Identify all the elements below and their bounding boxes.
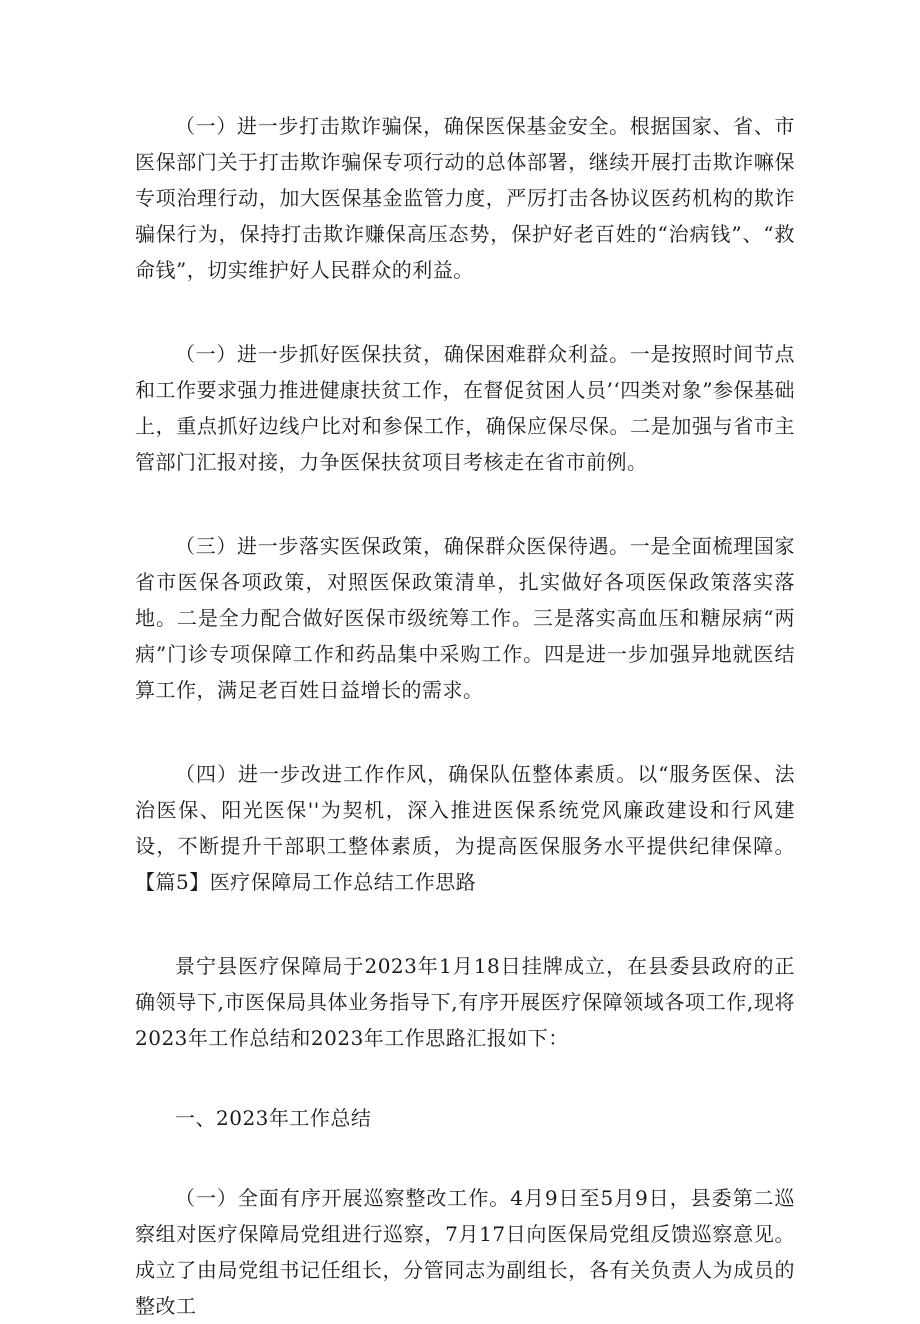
document-page: [135, 108, 795, 1324]
paragraph-work-style: （四）进一步改进工作作风，确保队伍整体素质。以“服务医保、法治医保、阳光医保''为契机，深入推进医保系统党风廉政建设和行风建设，不断提升干部职工整体素质，为提高医保服务水平提供纪律保障。【篇5】医疗保障局工作总结工作思路: [135, 762, 795, 894]
paragraph-fraud-crackdown: （一）进一步打击欺诈骗保，确保医保基金安全。根据国家、省、市医保部门关于打击欺诈骗保专项行动的总体部署，继续开展打击欺诈嘛保专项治理行动，加大医保基金监管力度，严厉打击各协议医药机构的欺诈骗保行为，保持打击欺诈赚保高压态势，保护好老百姓的“治病钱”、“救命钱”，切实维护好人民群众的利益。: [135, 114, 795, 282]
paragraph-poverty-alleviation: （一）进一步抓好医保扶贫，确保困难群众利益。一是按照时间节点和工作要求强力推进健康扶贫工作，在督促贫困人员’‘四类对象”参保基础上，重点抓好边线户比对和参保工作，确保应保尽保。二是加强与省市主管部门汇报对接，力争医保扶贫项目考核走在省市前例。: [135, 342, 795, 474]
paragraph-inspection-rectification: （一）全面有序开展巡察整改工作。4月9日至5月9日，县委第二巡察组对医疗保障局党组进行巡察，7月17日向医保局党组反馈巡察意见。成立了由局党组书记任组长，分管同志为副组长，各有关负责人为成员的整改工: [135, 1186, 795, 1318]
section-heading: 一、2023年工作总结: [175, 1106, 372, 1130]
paragraph-policy-implementation: （三）进一步落实医保政策，确保群众医保待遇。一是全面梳理国家省市医保各项政策，对照医保政策清单，扎实做好各项医保政策落实落地。二是全力配合做好医保市级统筹工作。三是落实高血压和糖尿病“两病”门诊专项保障工作和药品集中采购工作。四是进一步加强异地就医结算工作，满足老百姓日益增长的需求。: [135, 534, 795, 702]
paragraph-introduction: 景宁县医疗保障局于2023年1月18日挂牌成立，在县委县政府的正确领导下,市医保局具体业务指导下,有序开展医疗保障领域各项工作,现将2023年工作总结和2023年工作思路汇报如下：: [135, 954, 795, 1050]
